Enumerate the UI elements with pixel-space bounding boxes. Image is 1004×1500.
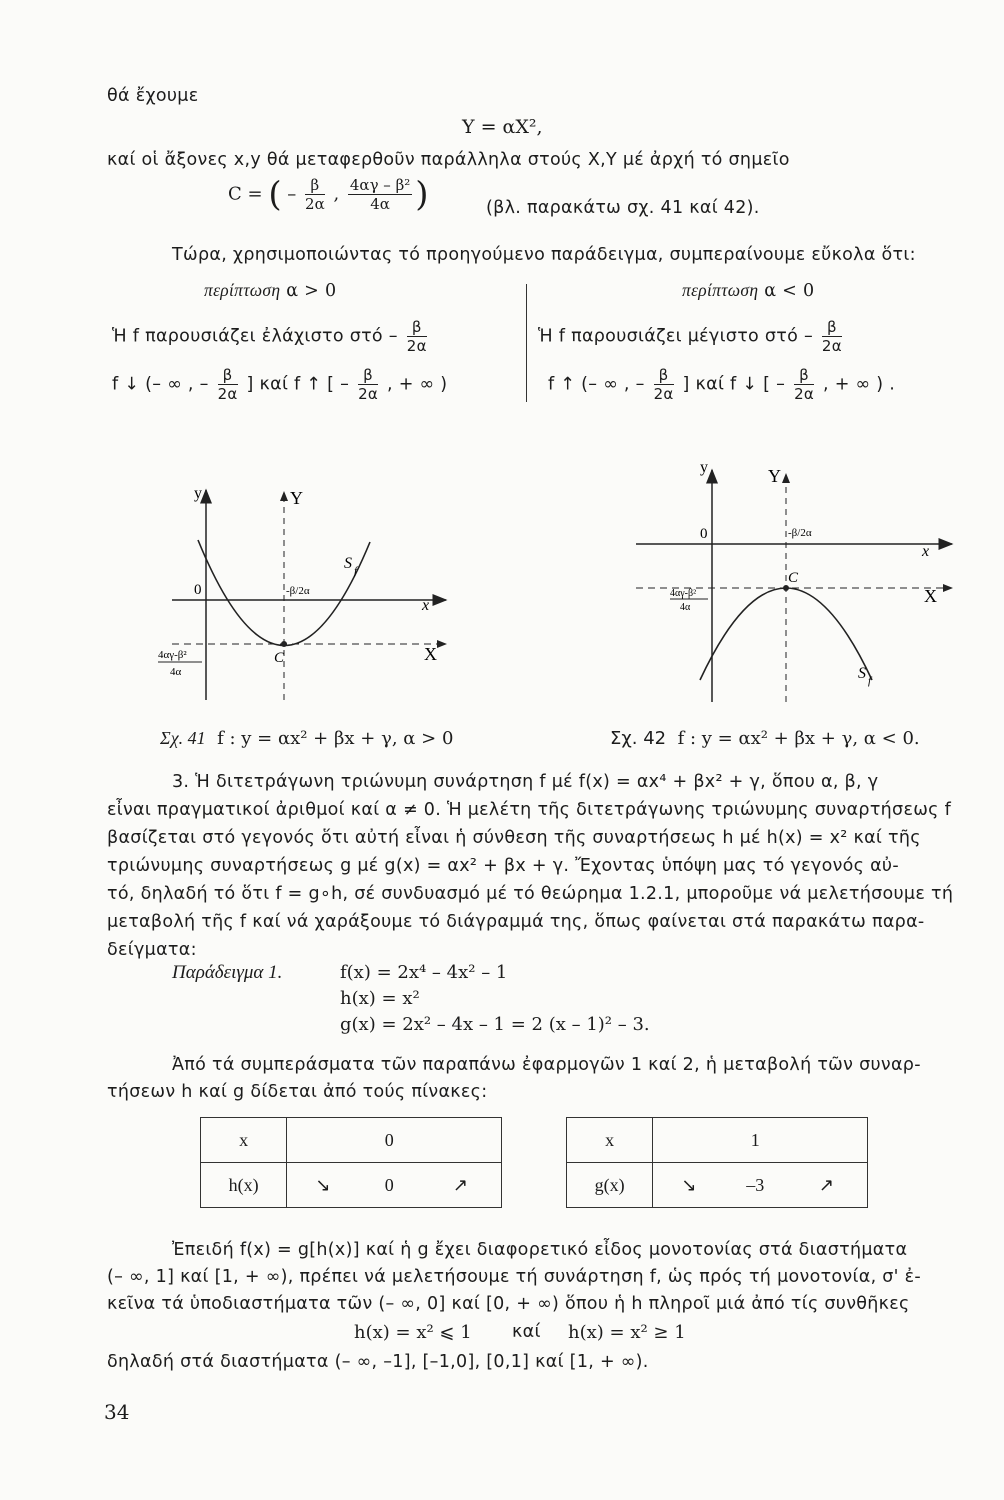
left-case-condition: α > 0: [286, 281, 337, 301]
right-mono-3: , + ∞ ) .: [823, 374, 896, 395]
C-den1: 2α: [305, 195, 325, 213]
table-h-x-val: 0: [384, 1129, 394, 1150]
figure-42: [626, 452, 956, 712]
table-g-x-head: x: [567, 1118, 653, 1163]
condition-right: h(x) = x² ≥ 1: [568, 1322, 686, 1343]
table-g: [566, 1117, 868, 1208]
section3-line-3: βασίζεται στό γεγονός ὅτι αὐτή εἶναι ἡ σύνθεση τῆς συναρτήσεως h μέ h(x) = x² καί τῆς: [107, 828, 921, 848]
fig42-label-0: 0: [700, 526, 708, 542]
fig41-label-Sf-sub: f: [354, 565, 358, 577]
fig42-label-xc: -β/2α: [788, 527, 812, 539]
fig41-label-C: C: [274, 650, 285, 666]
decreasing-arrow-icon: ↘: [315, 1174, 331, 1195]
section3-line-2: εἶναι πραγματικοί ἀριθμοί καί α ≠ 0. Ἡ μελέτη τῆς διτετράγωνης τριώνυμης συναρτήσεως f: [107, 800, 952, 820]
fig42-label-yc-den: 4α: [680, 602, 691, 613]
section3-line-5: τό, δηλαδή τό ὅτι f = g∘h, σέ συνδυασμό μέ τό θεώρημα 1.2.1, μποροῦμε νά μελετήσουμε τή: [107, 884, 954, 904]
fig42-label-C: C: [788, 570, 799, 586]
example-eq-g: g(x) = 2x² – 4x – 1 = 2 (x – 1)² – 3.: [340, 1014, 650, 1035]
conclusion-line-2: (– ∞, 1] καί [1, + ∞), πρέπει νά μελετήσουμε τή συνάρτηση f, ὡς πρός τή μονοτονία, σ' ἐ-: [107, 1267, 922, 1287]
left-frac-den: 2α: [406, 337, 427, 355]
fig41-label-Sf: S: [344, 555, 352, 572]
fig41-label-x: x: [422, 597, 430, 614]
decreasing-arrow-icon: ↘: [681, 1174, 697, 1195]
right-case-heading: [682, 280, 814, 301]
fig41-label-X: X: [424, 644, 437, 664]
right-mono-1: f ↑ (– ∞ , –: [548, 374, 645, 395]
table-h-f-val: 0: [384, 1174, 394, 1195]
conclusion-line-3: κεῖνα τά ὑποδιαστήματα τῶν (– ∞, 0] καί [0, + ∞) ὅπου ἡ h πληροῖ μιά ἀπό τίς συνθῆκες: [107, 1294, 910, 1314]
table-h-x-head: x: [201, 1118, 287, 1163]
left-mono-3: , + ∞ ): [387, 374, 448, 395]
right-case-title: περίπτωση: [682, 280, 759, 300]
section3-line-6: μεταβολή τῆς f καί νά χαράξουμε τό διάγραμμά της, ὅπως φαίνεται στά παρακάτω παρα-: [107, 912, 925, 932]
fig42-caption-label: Σχ. 42: [610, 728, 667, 749]
table-g-f-head: g(x): [567, 1163, 653, 1208]
condition-left: h(x) = x² ⩽ 1: [354, 1322, 472, 1343]
fig42-label-Sf: S: [858, 665, 866, 682]
intro-line-2: καί οἱ ἄξονες x,y θά μεταφερθοῦν παράλληλα στούς X,Y μέ ἀρχή τό σημεῖο: [107, 150, 790, 170]
tables-intro-1: Ἀπό τά συμπεράσματα τῶν παραπάνω ἐφαρμογῶν 1 καί 2, ἡ μεταβολή τῶν συναρ-: [172, 1055, 921, 1075]
section3-line-7: δείγματα:: [107, 940, 197, 960]
fig42-label-x: x: [922, 543, 930, 560]
right-frac-den: 2α: [821, 337, 842, 355]
fig42-label-y: y: [700, 459, 708, 476]
fig41-label-yc-num: 4αγ-β²: [158, 649, 187, 661]
left-case-sentence: Ἡ f παρουσιάζει ἐλάχιστο στό –: [112, 326, 398, 347]
formula-Y: Y = αX²,: [462, 116, 543, 138]
figure-41: [150, 470, 470, 710]
table-g-f-val: –3: [746, 1174, 765, 1195]
C-num1: β: [305, 176, 325, 195]
table-h-f-head: h(x): [201, 1163, 287, 1208]
fig41-vertex: [281, 641, 287, 647]
example-eq-h: h(x) = x²: [340, 988, 420, 1009]
tables-intro-2: τήσεων h καί g δίδεται ἀπό τούς πίνακες:: [107, 1082, 488, 1102]
conclusion-line-1: Ἐπειδή f(x) = g[h(x)] καί ἡ g ἔχει διαφορετικό εἶδος μονοτονίας στά διαστήματα: [172, 1240, 908, 1260]
fig41-label-0: 0: [194, 582, 202, 598]
fig41-label-y: y: [194, 485, 202, 502]
fig42-label-Y: Y: [768, 466, 781, 486]
fig41-label-yc-den: 4α: [170, 666, 182, 678]
C-den2: 4α: [370, 195, 390, 213]
C-num2: 4αγ – β²: [349, 176, 411, 194]
left-mono-1: f ↓ (– ∞ , –: [112, 374, 209, 395]
right-case-text: [538, 318, 845, 355]
C-reference: (βλ. παρακάτω σχ. 41 καί 42).: [486, 198, 760, 218]
point-C-formula: C = ( – $\frac{\beta}{2\alpha}$ , $\frac{\text{4αγ – β²}}{4\alpha}$ ): [228, 174, 429, 215]
right-mono-2: ] καί f ↓ [ –: [682, 374, 786, 395]
section3-line-1: 3. Ἡ διτετράγωνη τριώνυμη συνάρτηση f μέ f(x) = αx⁴ + βx² + γ, ὅπου α, β, γ: [172, 772, 879, 792]
table-g-x-val: 1: [750, 1129, 760, 1150]
left-case-text: [112, 318, 430, 355]
left-case-monotonicity: f ↓ (– ∞ , – $\frac{\beta}{2\alpha}$ ] καί f ↑ [ – $\frac{\beta}{2\alpha}$ , + ∞ ): [112, 366, 448, 403]
fig41-caption-text: f : y = αx² + βx + γ, α > 0: [217, 728, 454, 749]
C-label: C =: [228, 183, 263, 205]
fig42-label-yc-num: 4αγ-β²: [670, 588, 697, 599]
increasing-arrow-icon: ↗: [818, 1174, 834, 1195]
left-case-heading: [204, 280, 336, 301]
section3-line-4: τριώνυμης συναρτήσεως g μέ g(x) = αx² + βx + γ. Ἔχοντας ὑπόψη μας τό γεγονός αὐ-: [107, 856, 899, 876]
case-divider: [526, 284, 527, 402]
example-eq-f: f(x) = 2x⁴ – 4x² – 1: [340, 962, 508, 983]
left-mono-2: ] καί f ↑ [ –: [246, 374, 350, 395]
fig42-label-X: X: [924, 586, 937, 606]
intro-line-3: Τώρα, χρησιμοποιώντας τό προηγούμενο παράδειγμα, συμπεραίνουμε εὔκολα ὅτι:: [172, 245, 916, 265]
increasing-arrow-icon: ↗: [452, 1174, 468, 1195]
fig41-caption: [160, 728, 453, 749]
condition-and: καί: [512, 1322, 541, 1342]
left-case-title: περίπτωση: [204, 280, 281, 300]
table-h: [200, 1117, 502, 1208]
left-frac-num: β: [407, 318, 427, 337]
right-case-condition: α < 0: [764, 281, 815, 301]
example-label: Παράδειγμα 1.: [172, 962, 283, 983]
conclusion-last-line: δηλαδή στά διαστήματα (– ∞, –1], [–1,0], [0,1] καί [1, + ∞).: [107, 1352, 649, 1372]
fig42-caption-text: f : y = αx² + βx + γ, α < 0.: [677, 728, 920, 749]
intro-line-1: θά ἔχουμε: [107, 86, 199, 106]
fig41-label-xc: -β/2α: [286, 585, 310, 597]
fig41-caption-label: Σχ. 41: [160, 728, 206, 748]
right-case-sentence: Ἡ f παρουσιάζει μέγιστο στό –: [538, 326, 814, 347]
right-case-monotonicity: f ↑ (– ∞ , – $\frac{\beta}{2\alpha}$ ] καί f ↓ [ – $\frac{\beta}{2\alpha}$ , + ∞ ) .: [548, 366, 896, 403]
fig42-label-Sf-sub: f: [868, 675, 872, 687]
page-number: 34: [104, 1400, 130, 1424]
fig41-label-Y: Y: [290, 488, 303, 508]
right-frac-num: β: [822, 318, 842, 337]
fig42-caption: [610, 728, 920, 749]
